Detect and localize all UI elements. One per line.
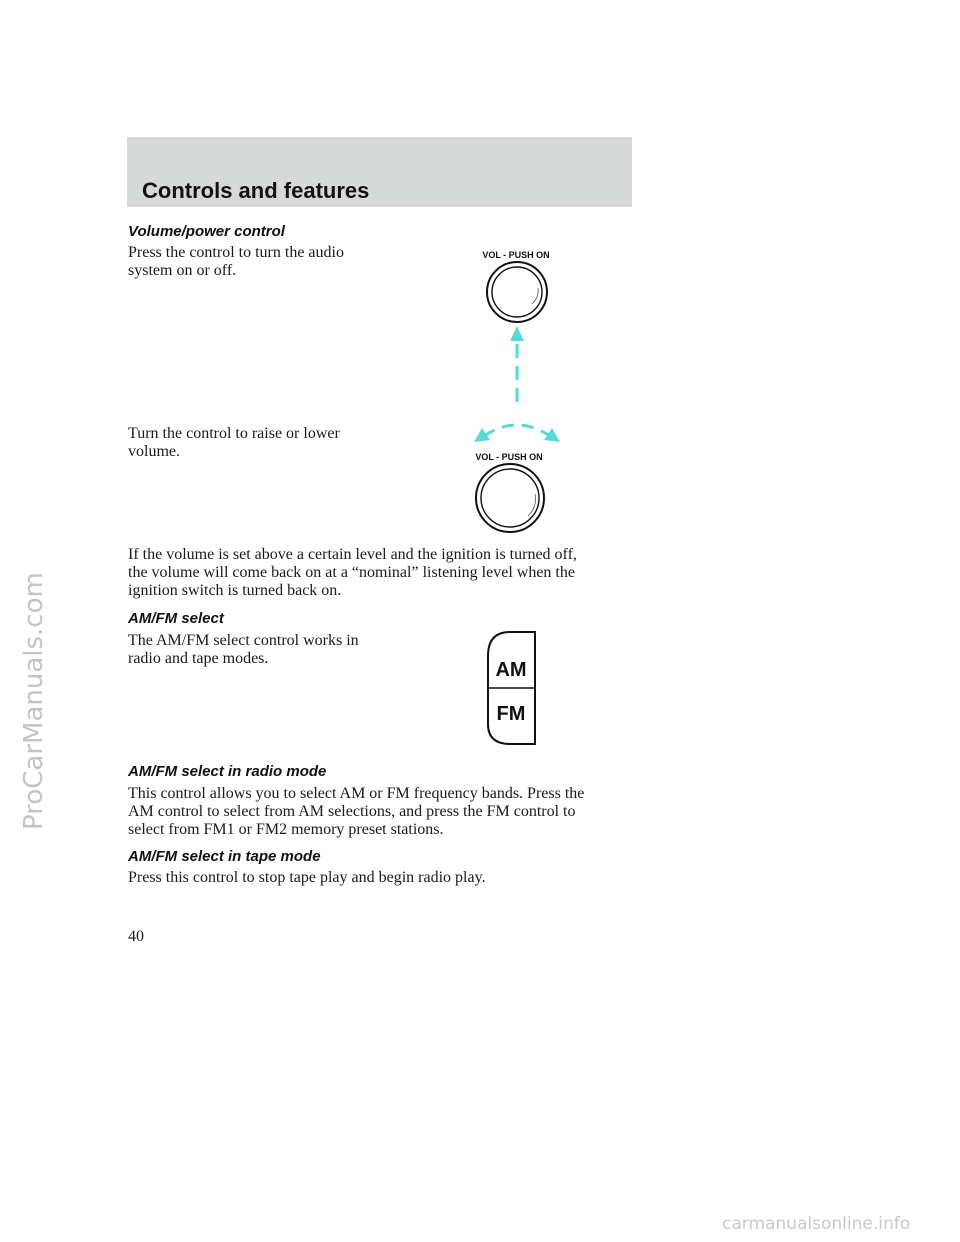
para-nominal-volume: If the volume is set above a certain level and the ignition is turned off, the volume will come back on at a “nominal” listening level when the ignition switch is turned back on. (128, 546, 577, 599)
para-amfm-modes: The AM/FM select control works in radio and tape modes. (128, 632, 359, 667)
page-number: 40 (128, 928, 144, 945)
bottom-watermark: carmanualsonline.info (722, 1214, 911, 1234)
am-button-label: AM (495, 659, 527, 681)
volume-knob-diagram (460, 244, 580, 544)
heading-radio-mode: AM/FM select in radio mode (128, 763, 327, 780)
volume-knob-top (487, 262, 547, 322)
para-volume-raise-lower: Turn the control to raise or lower volume. (128, 425, 340, 460)
page-title: Controls and features (142, 178, 370, 203)
amfm-button-diagram (480, 628, 550, 748)
para-tape-mode: Press this control to stop tape play and begin radio play. (128, 869, 486, 886)
heading-volume-power: Volume/power control (128, 223, 285, 240)
knob-label-top: VOL - PUSH ON (482, 250, 550, 260)
volume-knob-bottom (476, 464, 544, 532)
para-radio-mode: This control allows you to select AM or FM frequency bands. Press the AM control to select from AM selections, and press the FM control to select from FM1 or FM2 memory preset stations. (128, 785, 585, 838)
push-arrow-icon (510, 326, 524, 408)
fm-button-label: FM (496, 703, 526, 725)
heading-tape-mode: AM/FM select in tape mode (128, 848, 321, 865)
heading-amfm-select: AM/FM select (128, 610, 224, 627)
rotate-arrow-icon (474, 425, 560, 442)
side-watermark (6, 340, 50, 840)
side-watermark-text: ProCarManuals.com (19, 572, 49, 830)
para-volume-power-on-off: Press the control to turn the audio system on or off. (128, 244, 344, 279)
knob-label-bottom: VOL - PUSH ON (475, 452, 543, 462)
